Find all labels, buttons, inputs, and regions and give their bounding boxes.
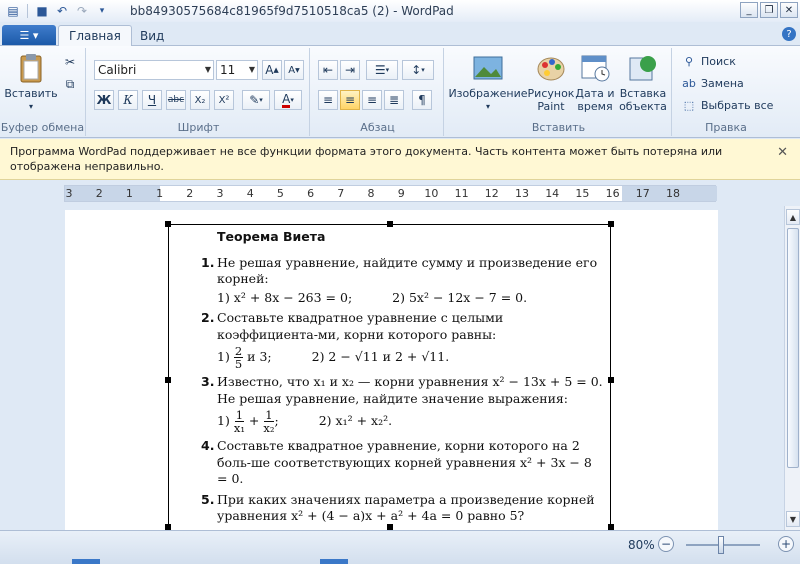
paint-drawing-button[interactable] (528, 52, 574, 113)
denominator: x₂ (263, 421, 275, 435)
task-option: 1) x² + 8x − 263 = 0; (217, 289, 353, 305)
task-number: 2. (201, 310, 215, 325)
denominator: x₁ (233, 421, 245, 435)
image-label: Изображение (448, 87, 528, 100)
clipboard-group-label: Буфер обмена (0, 121, 85, 134)
image-icon (472, 52, 504, 84)
page (65, 210, 718, 530)
replace-label: Замена (701, 76, 744, 90)
resize-handle[interactable] (165, 221, 171, 227)
insert-image-button[interactable] (448, 52, 528, 113)
resize-handle[interactable] (608, 377, 614, 383)
font-family-select[interactable] (94, 60, 214, 80)
decrease-indent-icon[interactable]: ⇤ (318, 60, 338, 80)
status-bar (0, 530, 800, 564)
ruler-label: 1 (125, 187, 133, 200)
tab-home[interactable]: Главная (58, 25, 132, 46)
info-message: Программа WordPad поддерживает не все функции формата этого документа. Часть контента может быть потеряна или отображена неправильно. (10, 145, 723, 173)
insert-group-label: Вставить (531, 121, 586, 134)
ribbon-tab-row (0, 22, 800, 46)
find-label: Поиск (701, 54, 736, 68)
align-right-icon[interactable]: ≡ (362, 90, 382, 110)
line-spacing-icon[interactable]: ↕ ▾ (402, 60, 434, 80)
paint-label: Рисунок Paint (527, 87, 575, 113)
underline-button[interactable]: Ч (142, 90, 162, 110)
title-bar (0, 0, 800, 22)
ruler-label: 10 (424, 187, 439, 200)
plus-sign: + (248, 413, 260, 428)
document-heading: Теорема Виета (217, 229, 326, 244)
task-item (199, 310, 604, 370)
paste-button[interactable] (6, 52, 56, 113)
task-options (217, 345, 604, 370)
italic-button[interactable]: К (118, 90, 138, 110)
task-item (199, 438, 604, 488)
chevron-down-icon: ▼ (248, 65, 255, 74)
window-title: bb84930575684c81965f9d7510518ca5 (2) - WordPad (130, 4, 454, 18)
task-options (217, 409, 604, 434)
window-controls (740, 2, 798, 18)
ruler-label: 17 (635, 187, 650, 200)
numerator: 1 (265, 408, 273, 422)
task-text: Известно, что x₁ и x₂ — корни уравнения x² − 13x + 5 = 0. Не решая уравнение, найдите значение выражения: (217, 374, 603, 406)
ruler-label: 11 (454, 187, 469, 200)
taskbar-hint (320, 559, 348, 564)
task-number: 3. (201, 374, 215, 389)
increase-indent-icon[interactable]: ⇥ (340, 60, 360, 80)
fraction (263, 409, 274, 434)
scroll-thumb[interactable] (787, 228, 799, 468)
ruler-label: 12 (484, 187, 499, 200)
ribbon (0, 46, 800, 138)
font-size-select[interactable] (216, 60, 258, 80)
bold-button[interactable]: Ж (94, 90, 114, 110)
ruler-label: 8 (367, 187, 375, 200)
insert-group (446, 48, 672, 136)
option-prefix: 1) (217, 349, 230, 364)
task-options (217, 290, 604, 307)
find-button[interactable] (682, 54, 736, 68)
ruler-label: 9 (397, 187, 405, 200)
compatibility-info-bar (0, 139, 800, 180)
task-text: Составьте квадратное уравнение, корни которого на 2 боль-ше соответствующих корней уравнения x² + 3x − 8 = 0. (217, 438, 592, 486)
close-icon[interactable]: ✕ (777, 145, 788, 160)
select-all-label: Выбрать все (701, 98, 774, 112)
ruler-label: 3 (216, 187, 224, 200)
ruler-left-margin (65, 186, 160, 201)
paste-dropdown-icon[interactable]: ▾ (28, 102, 33, 111)
align-left-icon[interactable]: ≡ (318, 90, 338, 110)
task-option: 2) 2 − √11 и 2 + √11. (311, 349, 450, 365)
ruler-label: 18 (666, 187, 680, 200)
document-content (199, 229, 604, 529)
chevron-down-icon: ▾ (485, 102, 490, 111)
embedded-image[interactable] (168, 224, 611, 530)
paint-palette-icon (535, 52, 567, 84)
task-option: 2) x₁² + x₂². (318, 413, 393, 429)
close-button[interactable]: ✕ (780, 2, 798, 18)
customize-qat-icon[interactable]: ▾ (99, 6, 105, 16)
align-center-icon[interactable]: ≡ (340, 90, 360, 110)
object-icon (627, 52, 659, 84)
select-all-icon: ⬚ (683, 98, 695, 112)
date-time-button[interactable] (574, 52, 616, 113)
justify-icon[interactable]: ≣ (384, 90, 404, 110)
resize-handle[interactable] (387, 221, 393, 227)
object-label: Вставка объекта (619, 87, 667, 113)
zoom-in-button[interactable]: + (778, 536, 794, 552)
clipboard-group (0, 48, 86, 136)
editing-group-label: Правка (705, 121, 747, 134)
paste-icon (15, 52, 47, 84)
undo-icon[interactable]: ↶ (56, 4, 68, 18)
fraction (234, 345, 243, 370)
paragraph-group-label: Абзац (360, 121, 395, 134)
task-item (199, 255, 604, 307)
ruler-label: 4 (246, 187, 254, 200)
paragraph-group (312, 48, 444, 136)
app-menu-button[interactable]: ☰ ▾ (2, 25, 56, 45)
datetime-label: Дата и время (575, 87, 615, 113)
ruler-label: 1 (156, 187, 164, 200)
tab-view[interactable]: Вид (140, 28, 165, 43)
ruler-label: 6 (307, 187, 315, 200)
strikethrough-button[interactable]: abc (166, 90, 186, 110)
scroll-up-icon[interactable]: ▲ (786, 209, 800, 225)
numerator: 1 (235, 408, 244, 422)
scroll-down-icon[interactable]: ▼ (786, 511, 800, 527)
font-size-value: 11 (220, 63, 236, 77)
task-number: 5. (201, 491, 215, 507)
save-icon[interactable]: ■ (36, 4, 48, 18)
superscript-button[interactable]: X² (214, 90, 234, 110)
task-option (217, 345, 272, 370)
horizontal-ruler[interactable] (64, 185, 716, 202)
resize-handle[interactable] (165, 377, 171, 383)
highlight-color-icon[interactable]: ✎ ▾ (242, 90, 270, 110)
task-text: Не решая уравнение, найдите сумму и произведение его корней: (217, 254, 598, 286)
copy-icon[interactable]: ⧉ (65, 76, 75, 91)
select-all-button[interactable] (682, 98, 773, 112)
paragraph-settings-icon[interactable]: ¶ (412, 90, 432, 110)
text-color-icon[interactable]: A ▾ (274, 90, 302, 110)
vertical-scrollbar[interactable] (784, 206, 800, 530)
font-group-label: Шрифт (177, 121, 220, 134)
paste-label: Вставить (4, 87, 58, 100)
task-option: 2) 5x² − 12x − 7 = 0. (392, 289, 528, 305)
zoom-level: 80% (628, 538, 655, 552)
resize-handle[interactable] (608, 221, 614, 227)
subscript-button[interactable]: X₂ (190, 90, 210, 110)
editing-group (674, 48, 778, 136)
help-icon[interactable]: ? (782, 27, 796, 41)
zoom-out-button[interactable]: − (658, 536, 674, 552)
option-suffix: ; (274, 413, 279, 428)
ruler-label: 2 (95, 187, 103, 200)
binoculars-icon: ⚲ (684, 54, 694, 68)
shrink-font-icon[interactable]: A ▼ (284, 60, 304, 80)
task-option (217, 409, 279, 434)
zoom-slider-thumb[interactable] (718, 536, 724, 554)
font-group (88, 48, 310, 136)
minimize-button[interactable]: _ (740, 2, 758, 18)
option-suffix: и 3; (247, 349, 272, 364)
quick-access-toolbar (0, 3, 111, 19)
app-icon[interactable]: ▤ (7, 4, 19, 18)
ruler-label: 14 (545, 187, 560, 200)
option-prefix: 1) (217, 413, 230, 428)
replace-button[interactable] (682, 76, 744, 90)
ruler-label: 2 (186, 187, 194, 200)
replace-icon: ab (682, 76, 696, 90)
ruler-label: 13 (515, 187, 529, 200)
task-text: При каких значениях параметра a произведение корней уравнения x² + (4 − a)x + a² + 4a = 0 равно 5? (217, 491, 595, 523)
ruler-label: 15 (575, 187, 590, 200)
qat-separator (27, 4, 28, 18)
ruler-label: 7 (337, 187, 345, 200)
font-family-value: Calibri (98, 63, 137, 77)
calendar-clock-icon (579, 52, 611, 84)
restore-button[interactable]: ❐ (760, 2, 778, 18)
grow-font-icon[interactable]: A ▲ (262, 60, 282, 80)
task-item (199, 374, 604, 434)
taskbar-hint (72, 559, 100, 564)
ruler-bar (0, 180, 800, 206)
chevron-down-icon: ▼ (204, 65, 211, 74)
task-number: 4. (201, 438, 215, 453)
task-text: Составьте квадратное уравнение с целыми коэффициента-ми, корни которого равны: (217, 310, 504, 342)
insert-object-button[interactable] (618, 52, 668, 113)
cut-icon[interactable]: ✂ (64, 55, 76, 69)
document-area[interactable] (0, 206, 784, 530)
ruler-label: 16 (605, 187, 620, 200)
fraction (234, 409, 245, 434)
ruler-label: 5 (276, 187, 284, 200)
redo-icon[interactable]: ↷ (76, 4, 88, 18)
ruler-label: 3 (65, 187, 73, 200)
bullet-list-icon[interactable]: ☰ ▾ (366, 60, 398, 80)
task-item (199, 492, 604, 525)
numerator: 2 (234, 344, 243, 358)
denominator: 5 (234, 357, 243, 371)
task-number: 1. (201, 254, 215, 270)
